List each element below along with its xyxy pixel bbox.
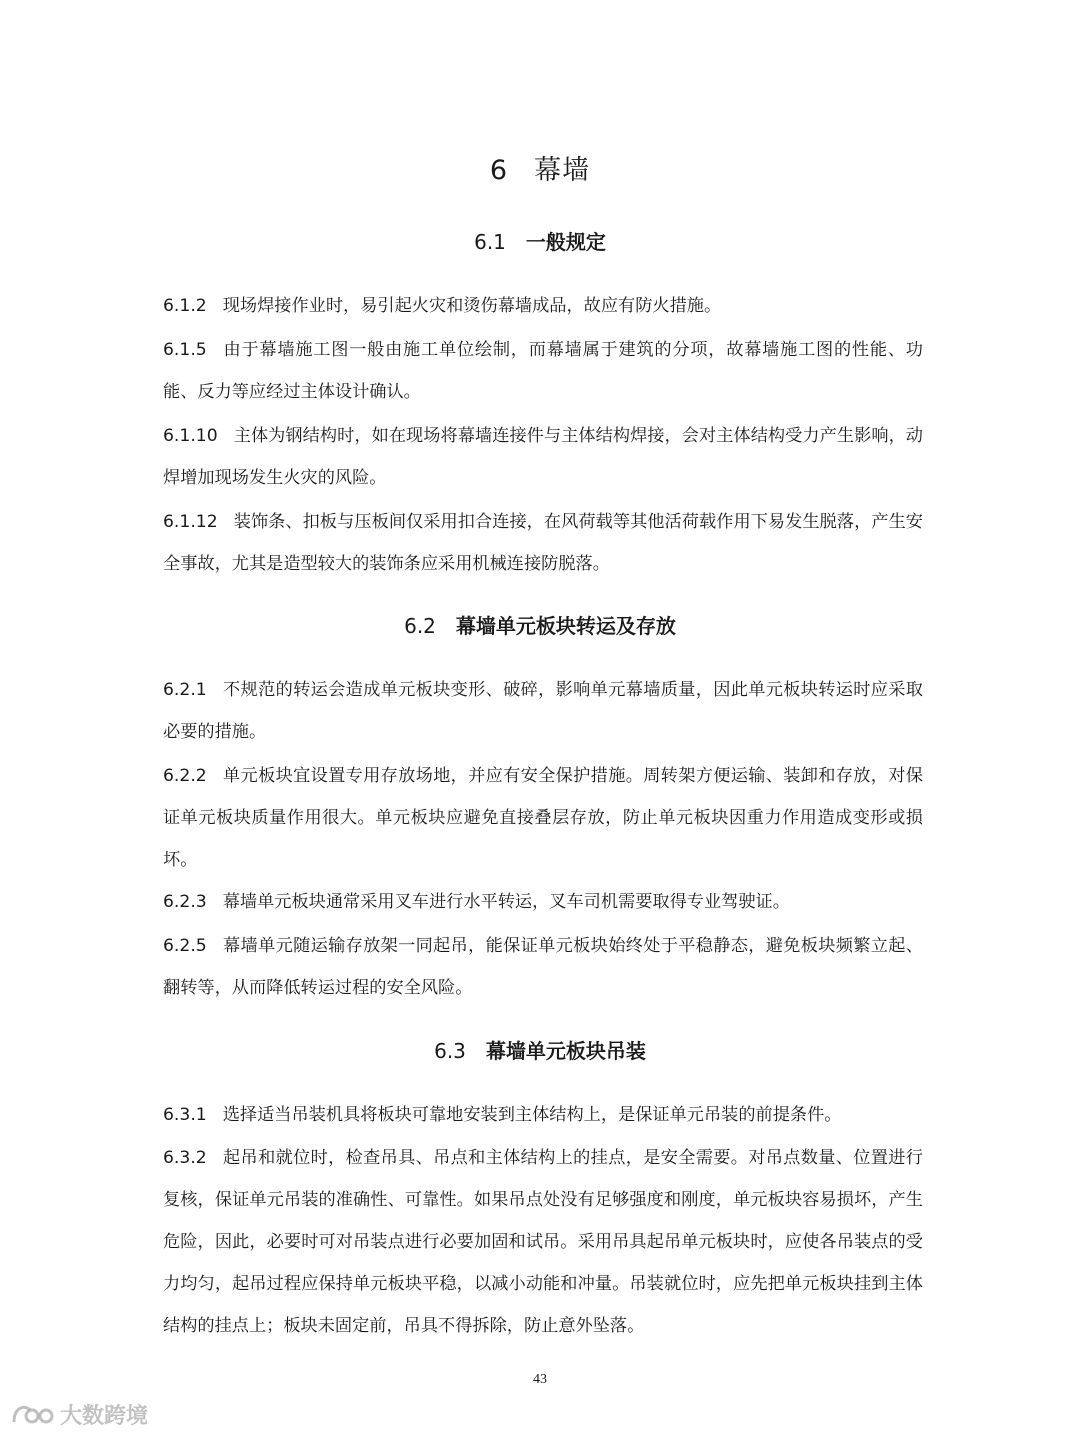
- clause-6-1-12: [163, 501, 923, 585]
- clause-6-1-2: [163, 285, 923, 327]
- clause-6-1-10: [163, 415, 923, 499]
- clause-id: 6.2.3: [163, 892, 207, 912]
- clause-id: 6.1.10: [163, 426, 218, 446]
- clause-text: 选择适当吊装机具将板块可靠地安装到主体结构上，是保证单元吊装的前提条件。: [222, 1105, 842, 1125]
- clause-text: 主体为钢结构时，如在现场将幕墙连接件与主体结构焊接，会对主体结构受力产生影响，动焊增加现场发生火灾的风险。: [163, 426, 923, 488]
- section-name: 幕墙单元板块转运及存放: [455, 614, 676, 638]
- clause-text: 装饰条、扣板与压板间仅采用扣合连接，在风荷载等其他活荷载作用下易发生脱落，产生安全事故，尤其是造型较大的装饰条应采用机械连接防脱落。: [163, 512, 923, 574]
- section-title-6-1: [0, 227, 1080, 257]
- section-number: 6.1: [474, 230, 506, 254]
- clause-id: 6.1.2: [163, 296, 207, 316]
- page-number: 43: [533, 1372, 547, 1387]
- clause-6-2-5: [163, 925, 923, 1009]
- clause-text: 幕墙单元板块通常采用叉车进行水平转运，叉车司机需要取得专业驾驶证。: [222, 892, 790, 912]
- section-name: 一般规定: [525, 230, 606, 254]
- clause-id: 6.2.1: [163, 680, 207, 700]
- clause-text: 单元板块宜设置专用存放场地，并应有安全保护措施。周转架方便运输、装卸和存放，对保证单元板块质量作用很大。单元板块应避免直接叠层存放，防止单元板块因重力作用造成变形或损坏。: [163, 766, 923, 870]
- section-title-6-2: [0, 611, 1080, 641]
- clause-6-1-5: [163, 329, 923, 413]
- clause-id: 6.1.12: [163, 512, 218, 532]
- clause-text: 幕墙单元随运输存放架一同起吊，能保证单元板块始终处于平稳静态，避免板块频繁立起、翻转等，从而降低转运过程的安全风险。: [163, 936, 923, 998]
- clause-id: 6.2.5: [163, 936, 207, 956]
- clause-6-2-1: [163, 669, 923, 753]
- clause-id: 6.2.2: [163, 766, 207, 786]
- section-number: 6.2: [404, 614, 436, 638]
- clause-6-3-1: [163, 1094, 923, 1136]
- clause-text: 起吊和就位时，检查吊具、吊点和主体结构上的挂点，是安全需要。对吊点数量、位置进行复核，保证单元吊装的准确性、可靠性。如果吊点处没有足够强度和刚度，单元板块容易损坏，产生危险，因此，必要时可对吊装点进行必要加固和试吊。采用吊具起吊单元板块时，应使各吊装点的受力均匀，起吊过程应保持单元板块平稳，以减小动能和冲量。吊装就位时，应先把单元板块挂到主体结构的挂点上；板块未固定前，吊具不得拆除，防止意外坠落。: [163, 1148, 923, 1336]
- clause-6-2-3: [163, 881, 923, 923]
- clause-text: 现场焊接作业时，易引起火灾和烫伤幕墙成品，故应有防火措施。: [222, 296, 722, 316]
- section-number: 6.3: [434, 1039, 466, 1063]
- logo-mark-icon: [10, 1400, 56, 1428]
- chapter-name: 幕墙: [534, 155, 591, 186]
- clause-id: 6.3.1: [163, 1105, 207, 1125]
- chapter-title: [0, 146, 1080, 196]
- section-title-6-3: [0, 1036, 1080, 1066]
- watermark-text: 大数跨境: [60, 1403, 149, 1429]
- clause-id: 6.3.2: [163, 1148, 207, 1168]
- chapter-number: 6: [489, 155, 509, 186]
- section-name: 幕墙单元板块吊装: [485, 1039, 646, 1063]
- clause-6-3-2: [163, 1137, 923, 1347]
- clause-id: 6.1.5: [163, 340, 207, 360]
- watermark: [10, 1396, 148, 1432]
- clause-6-2-2: [163, 755, 923, 881]
- clause-text: 不规范的转运会造成单元板块变形、破碎，影响单元幕墙质量，因此单元板块转运时应采取必要的措施。: [163, 680, 923, 742]
- clause-text: 由于幕墙施工图一般由施工单位绘制，而幕墙属于建筑的分项，故幕墙施工图的性能、功能、反力等应经过主体设计确认。: [163, 340, 923, 402]
